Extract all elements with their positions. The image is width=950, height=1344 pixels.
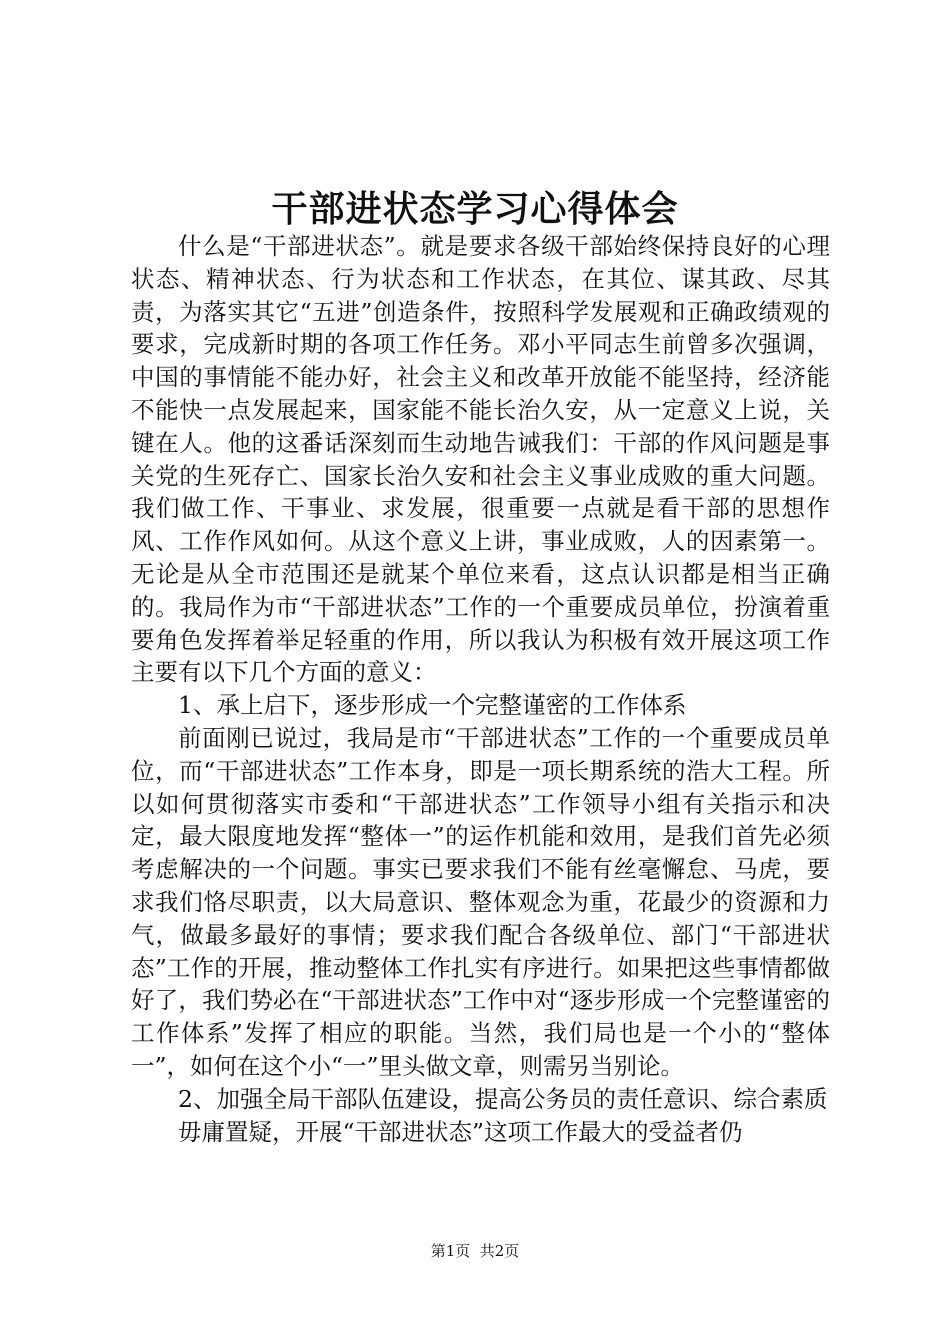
document-body — [131, 230, 830, 1148]
paragraph-intro: 什么是“干部进状态”。就是要求各级干部始终保持良好的心理状态、精神状态、行为状态和工作状态，在其位、谋其政、尽其责，为落实其它“五进”创造条件，按照科学发展观和正确政绩观的要求，完成新时期的各项工作任务。邓小平同志生前曾多次强调，中国的事情能不能办好，社会主义和改革开放能不能坚持，经济能不能快一点发展起来，国家能不能长治久安，从一定意义上说，关键在人。他的这番话深刻而生动地告诫我们：干部的作风问题是事关党的生死存亡、国家长治久安和社会主义事业成败的重大问题。我们做工作、干事业、求发展，很重要一点就是看干部的思想作风、工作作风如何。从这个意义上讲，事业成败，人的因素第一。无论是从全市范围还是就某个单位来看，这点认识都是相当正确的。我局作为市“干部进状态”工作的一个重要成员单位，扮演着重要角色发挥着举足轻重的作用，所以我认为积极有效开展这项工作主要有以下几个方面的意义： — [131, 232, 830, 687]
document-title: 干部进状态学习心得体会 — [271, 188, 679, 230]
paragraph-section-2: 毋庸置疑，开展“干部进状态”这项工作最大的受益者仍 — [178, 1117, 743, 1146]
paragraph-section-1: 前面刚已说过，我局是市“干部进状态”工作的一个重要成员单位，而“干部进状态”工作本身，即是一项长期系统的浩大工程。所以如何贯彻落实市委和“干部进状态”工作领导小组有关指示和决定，最大限度地发挥“整体一”的运作机能和效用，是我们首先必须考虑解决的一个问题。事实已要求我们不能有丝毫懈怠、马虎，要求我们恪尽职责，以大局意识、整体观念为重，花最少的资源和力气，做最多最好的事情；要求我们配合各级单位、部门“干部进状态”工作的开展，推动整体工作扎实有序进行。如果把这些事情都做好了，我们势必在“干部进状态”工作中对“逐步形成一个完整谨密的工作体系”发挥了相应的职能。当然，我们局也是一个小的“整体一”，如何在这个小“一”里头做文章，则需另当别论。 — [131, 723, 830, 1080]
section-heading-1: 1、承上启下，逐步形成一个完整谨密的工作体系 — [178, 691, 687, 720]
section-heading-2: 2、加强全局干部队伍建设，提高公务员的责任意识、综合素质 — [178, 1084, 828, 1113]
page-number-footer: 第1页 共2页 — [430, 1242, 520, 1260]
